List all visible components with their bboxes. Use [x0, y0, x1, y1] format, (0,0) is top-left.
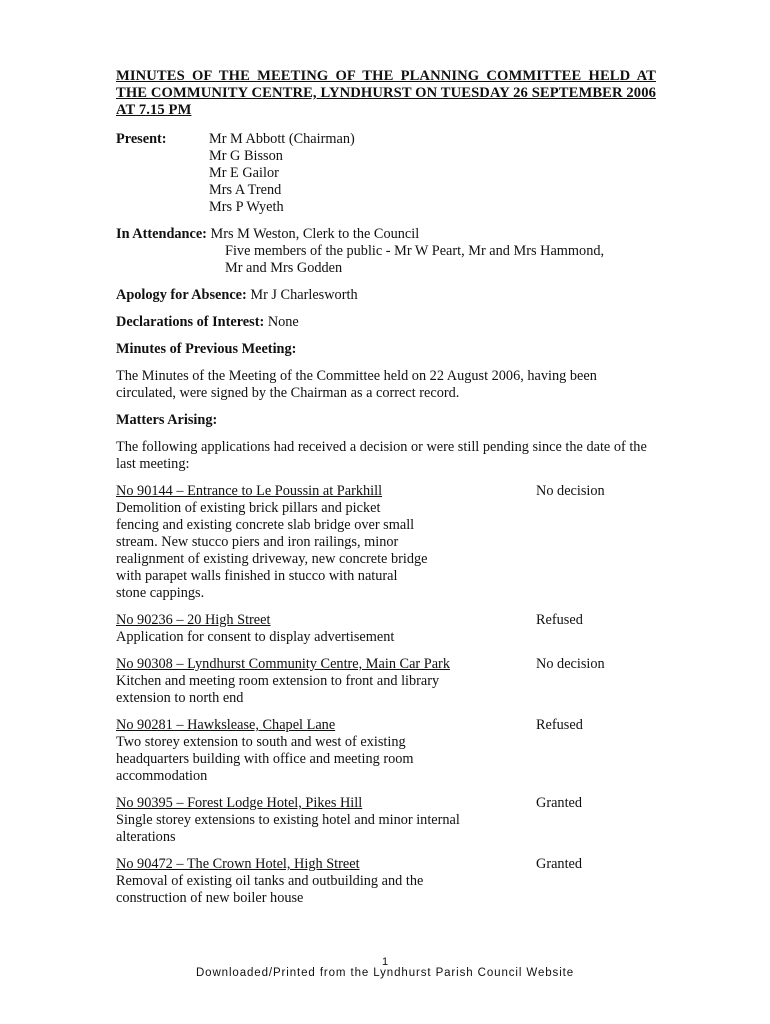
attendance-section	[116, 226, 656, 277]
application-status: Refused	[536, 717, 583, 733]
present-names	[209, 131, 355, 216]
application-desc-line: Single storey extensions to existing hotel and minor internal	[116, 812, 460, 828]
application-status: No decision	[536, 656, 605, 672]
application-desc-line: Application for consent to display advertisement	[116, 629, 395, 645]
application-desc-line: realignment of existing driveway, new concrete bridge	[116, 551, 428, 567]
declarations-value: None	[267, 314, 299, 330]
application-status: Refused	[536, 612, 583, 628]
footer-source-note: Downloaded/Printed from the Lyndhurst Parish Council Website	[195, 967, 575, 979]
application-item	[116, 483, 656, 602]
attendance-label: In Attendance:	[116, 226, 207, 242]
present-name: Mrs P Wyeth	[209, 199, 284, 215]
apology-value: Mr J Charlesworth	[250, 287, 358, 303]
previous-minutes-heading: Minutes of Previous Meeting:	[116, 341, 297, 357]
present-name: Mr G Bisson	[209, 148, 283, 164]
document-title: MINUTES OF THE MEETING OF THE PLANNING COMMITTEE HELD AT THE COMMUNITY CENTRE, LYNDHURST ON TUESDAY 26 SEPTEMBER 2006 AT 7.15 PM	[116, 68, 656, 118]
application-ref: No 90236 – 20 High Street	[116, 612, 271, 628]
attendance-line: Mr and Mrs Godden	[225, 260, 343, 276]
present-name: Mr M Abbott (Chairman)	[209, 131, 355, 147]
application-status: No decision	[536, 483, 605, 499]
application-desc-line: Kitchen and meeting room extension to front and library	[116, 673, 440, 689]
application-desc-line: stream. New stucco piers and iron railings, minor	[116, 534, 399, 550]
application-item	[116, 656, 656, 707]
matters-arising-intro: The following applications had received a decision or were still pending since the date of the last meeting:	[116, 439, 647, 472]
application-desc-line: Two storey extension to south and west of existing	[116, 734, 406, 750]
application-desc-line: Demolition of existing brick pillars and picket	[116, 500, 381, 516]
application-desc-line: stone cappings.	[116, 585, 205, 601]
present-name: Mrs A Trend	[209, 182, 282, 198]
previous-minutes-text: The Minutes of the Meeting of the Committee held on 22 August 2006, having been circulated, were signed by the Chairman as a correct record.	[116, 368, 597, 401]
application-status: Granted	[536, 795, 583, 811]
application-desc-line: with parapet walls finished in stucco with natural	[116, 568, 398, 584]
application-item	[116, 717, 656, 785]
application-desc-line: extension to north end	[116, 690, 244, 706]
applications-list	[116, 483, 656, 907]
application-desc-line: accommodation	[116, 768, 208, 784]
application-desc-line: Removal of existing oil tanks and outbuilding and the	[116, 873, 424, 889]
application-ref: No 90144 – Entrance to Le Poussin at Parkhill	[116, 483, 383, 499]
application-ref: No 90281 – Hawkslease, Chapel Lane	[116, 717, 336, 733]
document-body	[116, 68, 656, 917]
application-desc-line: fencing and existing concrete slab bridge over small	[116, 517, 415, 533]
application-ref: No 90308 – Lyndhurst Community Centre, Main Car Park	[116, 656, 450, 672]
page-number: 1	[381, 956, 389, 968]
application-item	[116, 612, 656, 646]
declarations-label: Declarations of Interest:	[116, 314, 265, 330]
matters-arising-heading: Matters Arising:	[116, 412, 218, 428]
present-label: Present:	[116, 131, 167, 147]
application-ref: No 90395 – Forest Lodge Hotel, Pikes Hill	[116, 795, 363, 811]
application-desc-line: alterations	[116, 829, 176, 845]
application-desc-line: headquarters building with office and meeting room	[116, 751, 414, 767]
application-desc-line: construction of new boiler house	[116, 890, 304, 906]
attendance-line: Mrs M Weston, Clerk to the Council	[210, 226, 420, 242]
apology-section	[116, 287, 656, 304]
declarations-section	[116, 314, 656, 331]
application-item	[116, 856, 656, 907]
present-name: Mr E Gailor	[209, 165, 279, 181]
application-ref: No 90472 – The Crown Hotel, High Street	[116, 856, 360, 872]
application-item	[116, 795, 656, 846]
application-status: Granted	[536, 856, 583, 872]
present-section	[116, 131, 656, 216]
apology-label: Apology for Absence:	[116, 287, 247, 303]
attendance-line: Five members of the public - Mr W Peart, Mr and Mrs Hammond,	[225, 243, 605, 259]
